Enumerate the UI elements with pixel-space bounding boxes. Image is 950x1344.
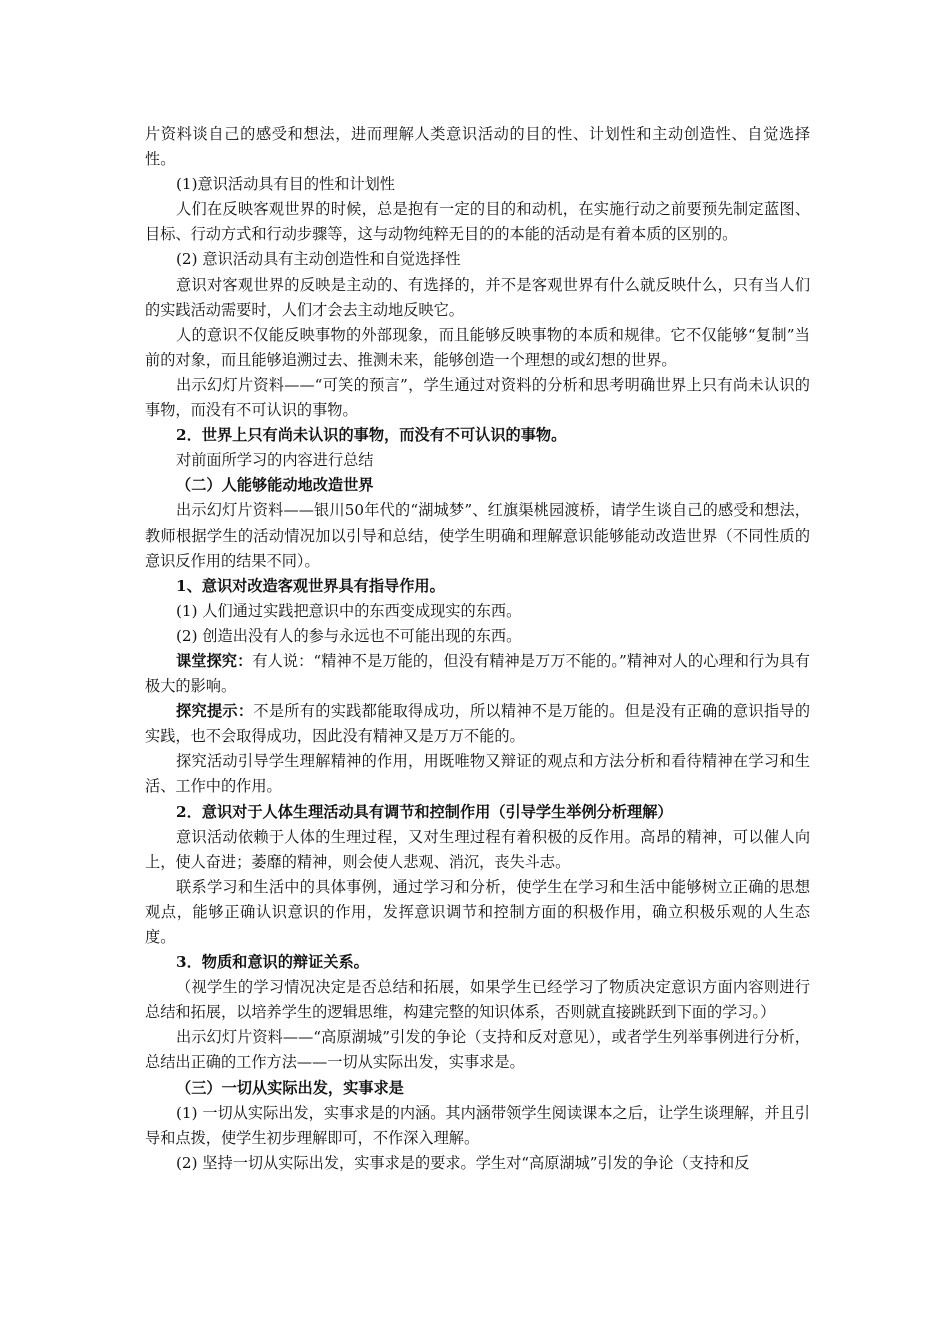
- paragraph-23: 出示幻灯片资料——“高原湖城”引发的争论（支持和反对意见），或者学生列举事例进行分析，总结出正确的工作方法——一切从实际出发，实事求是。: [145, 1028, 810, 1072]
- inquiry-hint: [145, 699, 810, 749]
- paragraph-11: 出示幻灯片资料——银川50年代的“湖城梦”、红旗渠桃园渡桥，请学生谈自己的感受和想法，教师根据学生的活动情况加以引导和总结，使学生明确和理解意识能够能动改造世界（不同性质的意识反作用的结果不同）。: [145, 501, 810, 570]
- classroom-inquiry-text: 有人说：“精神不是万能的，但没有精神是万万不能的。”精神对人的心理和行为具有极大的影响。: [145, 651, 810, 696]
- classroom-inquiry-label: 课堂探究：: [176, 651, 253, 670]
- paragraph-14: (2) 创造出没有人的参与永远也不可能出现的东西。: [176, 626, 522, 645]
- inquiry-hint-label: 探究提示：: [176, 702, 254, 721]
- paragraph-5: 意识对客观世界的反映是主动的、有选择的，并不是客观世界有什么就反映什么，只有当人们的实践活动需要时，人们才会去主动地反映它。: [145, 275, 810, 319]
- paragraph-17: 探究活动引导学生理解精神的作用，用既唯物又辩证的观点和方法分析和看待精神在学习和生活、工作中的作用。: [145, 752, 810, 796]
- paragraph-20: 联系学习和生活中的具体事例，通过学习和分析，使学生在学习和生活中能够树立正确的思想观点，能够正确认识意识的作用，发挥意识调节和控制方面的积极作用，确立积极乐观的人生态度。: [145, 877, 810, 946]
- section-heading-3-dialectic: 3．物质和意识的辩证关系。: [176, 953, 369, 972]
- paragraph-6: 人的意识不仅能反映事物的外部现象，而且能够反映事物的本质和规律。它不仅能够“复制”当前的对象，而且能够追溯过去、推测未来，能够创造一个理想的或幻想的世界。: [145, 325, 810, 369]
- section-heading-2: 2．世界上只有尚未认识的事物，而没有不可认识的事物。: [176, 426, 567, 445]
- section-heading-1-guidance: 1、意识对改造客观世界具有指导作用。: [176, 576, 445, 595]
- paragraph-13: (1) 人们通过实践把意识中的东西变成现实的东西。: [176, 601, 522, 620]
- paragraph-25: (1) 一切从实际出发，实事求是的内涵。其内涵带领学生阅读课本之后，让学生谈理解，并且引导和点拨，使学生初步理解即可，不作深入理解。: [145, 1103, 810, 1147]
- section-heading-part-2: （二）人能够能动地改造世界: [176, 476, 374, 495]
- document-page: [145, 122, 810, 1176]
- section-heading-part-3: （三）一切从实际出发，实事求是: [176, 1078, 404, 1097]
- paragraph-26: (2) 坚持一切从实际出发，实事求是的要求。学生对“高原湖城”引发的争论（支持和反: [176, 1153, 750, 1172]
- paragraph-4: (2) 意识活动具有主动创造性和自觉选择性: [176, 250, 461, 269]
- paragraph-9: 对前面所学习的内容进行总结: [176, 451, 374, 470]
- paragraph-3: 人们在反映客观世界的时候，总是抱有一定的目的和动机，在实施行动之前要预先制定蓝图、目标、行动方式和行动步骤等，这与动物纯粹无目的的本能的活动是有着本质的区别的。: [145, 200, 810, 244]
- paragraph-1: 片资料谈自己的感受和想法，进而理解人类意识活动的目的性、计划性和主动创造性、自觉选择性。: [145, 125, 810, 169]
- paragraph-19: 意识活动依赖于人体的生理过程，又对生理过程有着积极的反作用。高昂的精神，可以催人向上，使人奋进；萎靡的精神，则会使人悲观、消沉，丧失斗志。: [145, 827, 810, 871]
- paragraph-2: (1)意识活动具有目的性和计划性: [176, 175, 395, 194]
- paragraph-7: 出示幻灯片资料——“可笑的预言”，学生通过对资料的分析和思考明确世界上只有尚未认识的事物，而没有不可认识的事物。: [145, 375, 810, 420]
- section-heading-2-regulation: 2．意识对于人体生理活动具有调节和控制作用（引导学生举例分析理解）: [176, 802, 673, 821]
- paragraph-22: （视学生的学习情况决定是否总结和拓展，如果学生已经学习了物质决定意识方面内容则进行总结和拓展，以培养学生的逻辑思维，构建完整的知识体系，否则就直接跳跃到下面的学习。）: [145, 978, 810, 1022]
- inquiry-hint-text: 不是所有的实践都能取得成功，所以精神不是万能的。但是没有正确的意识指导的实践，也不会取得成功，因此没有精神又是万万不能的。: [145, 702, 811, 746]
- classroom-inquiry: [145, 649, 810, 699]
